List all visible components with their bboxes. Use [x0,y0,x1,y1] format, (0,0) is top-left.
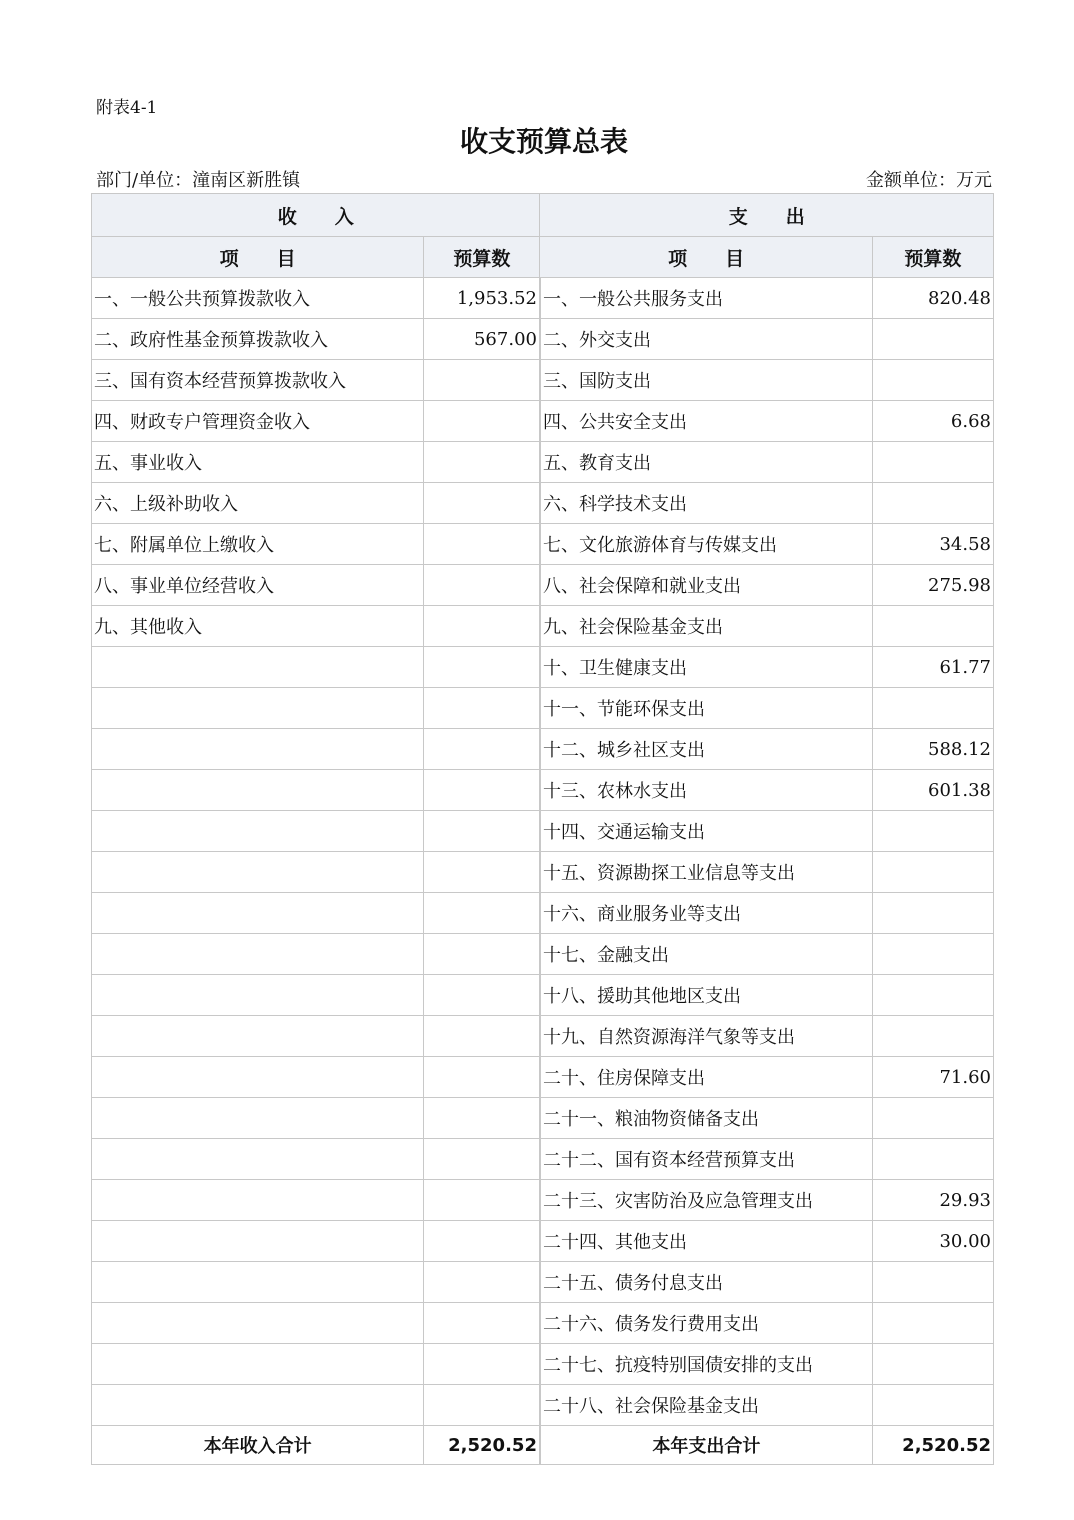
expense-item-cell: 四、公共安全支出 [540,401,872,442]
expense-amount-cell [872,1303,993,1344]
table-row [92,483,994,524]
expense-item-cell: 十三、农林水支出 [540,770,872,811]
expense-amount-cell: 6.68 [872,401,993,442]
income-amount-cell [424,934,540,975]
table-row [92,1385,994,1426]
expense-item-cell: 二十七、抗疫特别国债安排的支出 [540,1344,872,1385]
expense-amount-cell [872,360,993,401]
income-amount-cell [424,811,540,852]
expense-item-cell: 二十四、其他支出 [540,1221,872,1262]
income-item-cell: 八、事业单位经营收入 [92,565,424,606]
expense-item-cell: 三、国防支出 [540,360,872,401]
expense-amount-cell [872,811,993,852]
expense-total-amount: 2,520.52 [872,1426,993,1465]
income-item-cell [92,647,424,688]
income-amount-cell [424,1221,540,1262]
expense-amount-cell: 275.98 [872,565,993,606]
income-amount-cell [424,852,540,893]
expense-budget-column-header: 预算数 [872,237,993,278]
income-total-label: 本年收入合计 [92,1426,424,1465]
income-item-cell: 三、国有资本经营预算拨款收入 [92,360,424,401]
income-section-header: 收 入 [92,194,540,237]
income-item-cell [92,1057,424,1098]
income-item-cell [92,934,424,975]
income-amount-cell [424,524,540,565]
table-row [92,811,994,852]
expense-amount-cell [872,852,993,893]
department-label: 部门/单位：潼南区新胜镇 [96,170,301,191]
table-row [92,401,994,442]
income-item-cell [92,852,424,893]
income-amount-cell [424,1139,540,1180]
expense-amount-cell [872,975,993,1016]
table-row [92,893,994,934]
income-item-cell: 四、财政专户管理资金收入 [92,401,424,442]
expense-section-header: 支 出 [540,194,994,237]
income-item-cell [92,1385,424,1426]
income-item-cell [92,729,424,770]
income-amount-cell [424,442,540,483]
income-item-cell: 七、附属单位上缴收入 [92,524,424,565]
income-amount-cell [424,483,540,524]
expense-item-cell: 九、社会保险基金支出 [540,606,872,647]
income-item-cell [92,1221,424,1262]
income-item-cell: 二、政府性基金预算拨款收入 [92,319,424,360]
income-amount-cell [424,1180,540,1221]
income-amount-cell [424,360,540,401]
income-amount-cell [424,975,540,1016]
income-item-cell [92,811,424,852]
expense-amount-cell: 29.93 [872,1180,993,1221]
table-row [92,278,994,319]
income-item-cell [92,1139,424,1180]
income-item-cell: 六、上级补助收入 [92,483,424,524]
income-amount-cell [424,1016,540,1057]
table-row [92,1303,994,1344]
income-amount-cell [424,893,540,934]
table-row [92,1221,994,1262]
expense-amount-cell [872,688,993,729]
income-item-cell [92,770,424,811]
budget-summary-table [91,193,994,1465]
expense-item-cell: 十八、援助其他地区支出 [540,975,872,1016]
page-title: 收支预算总表 [459,125,628,158]
expense-item-cell: 七、文化旅游体育与传媒支出 [540,524,872,565]
expense-amount-cell: 820.48 [872,278,993,319]
income-amount-cell [424,606,540,647]
expense-amount-cell: 34.58 [872,524,993,565]
amount-unit-label: 金额单位：万元 [866,170,992,191]
expense-item-cell: 二十三、灾害防治及应急管理支出 [540,1180,872,1221]
table-row [92,1016,994,1057]
income-item-cell [92,1180,424,1221]
income-item-cell [92,1344,424,1385]
table-row [92,565,994,606]
income-item-cell: 一、一般公共预算拨款收入 [92,278,424,319]
table-row [92,1262,994,1303]
expense-item-cell: 十九、自然资源海洋气象等支出 [540,1016,872,1057]
income-amount-cell [424,729,540,770]
income-amount-cell [424,647,540,688]
expense-amount-cell: 61.77 [872,647,993,688]
expense-item-cell: 二十五、债务付息支出 [540,1262,872,1303]
table-row [92,688,994,729]
expense-item-cell: 八、社会保障和就业支出 [540,565,872,606]
total-row [92,1426,994,1465]
expense-amount-cell [872,1344,993,1385]
expense-amount-cell [872,893,993,934]
expense-item-cell: 十六、商业服务业等支出 [540,893,872,934]
income-item-cell [92,975,424,1016]
expense-amount-cell [872,606,993,647]
expense-item-cell: 十四、交通运输支出 [540,811,872,852]
expense-item-column-header: 项 目 [540,237,872,278]
table-body [92,278,994,1426]
expense-amount-cell: 588.12 [872,729,993,770]
expense-amount-cell [872,1098,993,1139]
expense-amount-cell [872,319,993,360]
expense-amount-cell: 71.60 [872,1057,993,1098]
income-amount-cell [424,770,540,811]
expense-item-cell: 二十六、债务发行费用支出 [540,1303,872,1344]
income-total-amount: 2,520.52 [424,1426,540,1465]
table-row [92,729,994,770]
expense-amount-cell [872,1385,993,1426]
income-item-cell [92,1098,424,1139]
expense-item-cell: 六、科学技术支出 [540,483,872,524]
income-amount-cell [424,565,540,606]
expense-item-cell: 十一、节能环保支出 [540,688,872,729]
income-amount-cell: 567.00 [424,319,540,360]
income-amount-cell [424,401,540,442]
income-item-cell [92,1262,424,1303]
expense-amount-cell [872,483,993,524]
income-item-cell [92,688,424,729]
expense-item-cell: 二十八、社会保险基金支出 [540,1385,872,1426]
expense-item-cell: 十、卫生健康支出 [540,647,872,688]
income-item-cell [92,1303,424,1344]
expense-amount-cell [872,442,993,483]
income-item-cell: 九、其他收入 [92,606,424,647]
table-row [92,852,994,893]
income-item-cell: 五、事业收入 [92,442,424,483]
table-row [92,606,994,647]
expense-item-cell: 十五、资源勘探工业信息等支出 [540,852,872,893]
expense-item-cell: 二十、住房保障支出 [540,1057,872,1098]
income-amount-cell [424,688,540,729]
income-amount-cell [424,1303,540,1344]
table-row [92,1344,994,1385]
income-amount-cell [424,1057,540,1098]
expense-item-cell: 五、教育支出 [540,442,872,483]
expense-item-cell: 十二、城乡社区支出 [540,729,872,770]
table-row [92,319,994,360]
income-amount-cell [424,1385,540,1426]
expense-amount-cell [872,1139,993,1180]
expense-item-cell: 一、一般公共服务支出 [540,278,872,319]
table-row [92,934,994,975]
income-item-cell [92,893,424,934]
income-budget-column-header: 预算数 [424,237,540,278]
table-row [92,647,994,688]
expense-total-label: 本年支出合计 [540,1426,872,1465]
table-row [92,360,994,401]
table-row [92,1098,994,1139]
table-row [92,1180,994,1221]
table-row [92,524,994,565]
income-item-column-header: 项 目 [92,237,424,278]
table-row [92,442,994,483]
table-row [92,770,994,811]
expense-item-cell: 二十一、粮油物资储备支出 [540,1098,872,1139]
table-row [92,975,994,1016]
income-amount-cell [424,1344,540,1385]
income-amount-cell [424,1098,540,1139]
expense-amount-cell [872,934,993,975]
expense-item-cell: 二十二、国有资本经营预算支出 [540,1139,872,1180]
income-amount-cell: 1,953.52 [424,278,540,319]
expense-item-cell: 十七、金融支出 [540,934,872,975]
expense-item-cell: 二、外交支出 [540,319,872,360]
table-row [92,1139,994,1180]
table-row [92,1057,994,1098]
income-amount-cell [424,1262,540,1303]
expense-amount-cell [872,1262,993,1303]
expense-amount-cell: 30.00 [872,1221,993,1262]
income-item-cell [92,1016,424,1057]
expense-amount-cell [872,1016,993,1057]
attachment-label: 附表4-1 [96,98,158,118]
expense-amount-cell: 601.38 [872,770,993,811]
